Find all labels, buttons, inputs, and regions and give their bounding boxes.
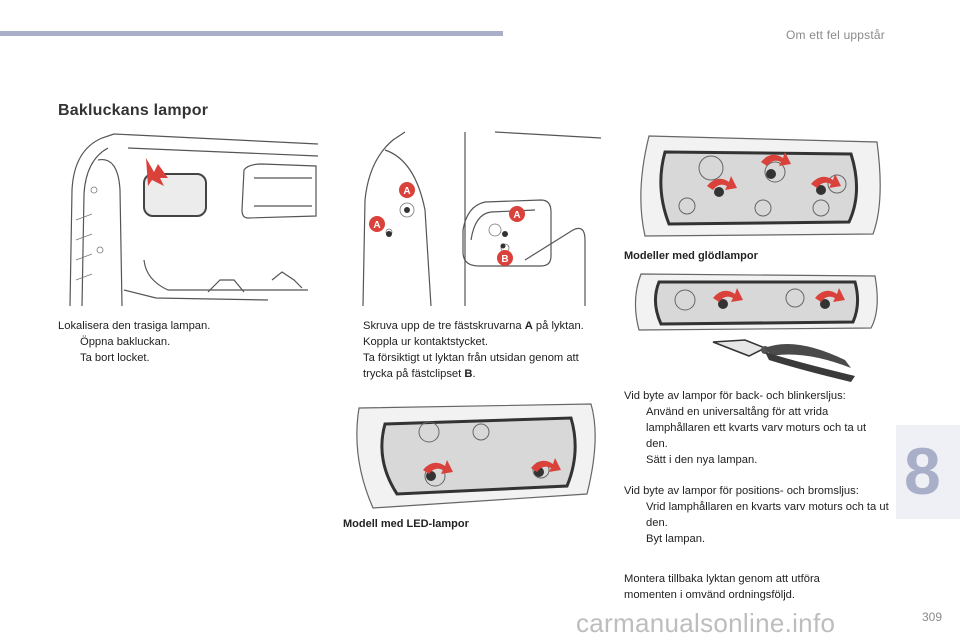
col3-block1 [624,388,889,468]
top-accent-bar [0,31,503,36]
col3-block1-intro: Vid byte av lampor för back- och blinkersljus: [624,390,846,402]
page-title: Bakluckans lampor [58,102,209,119]
list-item: Vrid lamphållaren en kvarts varv moturs och ta ut den. [646,501,889,529]
col1-text [58,318,298,366]
col1-intro: Lokalisera den trasiga lampan. [58,320,211,332]
caption-gluhlampor: Modeller med glödlampor [624,250,758,262]
label-b: B [501,254,509,265]
label-a-3: A [513,210,521,221]
list-item: Byt lampan. [646,533,706,545]
led-lamp-unit-illustration [345,398,603,512]
pliers-icon [713,340,855,382]
label-a-2: A [373,220,381,231]
list-item: Öppna bakluckan. [80,336,171,348]
list-item: Skruva upp de tre fästskruvarna A på lyktan. [363,320,584,332]
tailgate-cover-illustration [58,130,320,308]
list-item: Ta bort locket. [80,352,150,364]
list-item: Sätt i den nya lampan. [646,454,758,466]
section-header: Om ett fel uppstår [786,28,885,42]
list-item: Ta försiktigt ut lyktan från utsidan genom att trycka på fästclipset B. [363,352,579,380]
list-item: Använd en universaltång för att vrida lamphållaren ett kvarts varv moturs och ta ut den. [646,406,867,450]
col2-text [341,318,603,382]
list-item: Koppla ur kontaktstycket. [363,336,488,348]
pliers-illustration [625,270,885,382]
page-number: 309 [921,610,942,624]
col3-block2 [624,483,889,547]
caption-led: Modell med LED-lampor [343,518,469,530]
col3-block2-intro: Vid byte av lampor för positions- och bromsljus: [624,485,859,497]
label-a-1: A [403,186,411,197]
watermark: carmanualsonline.info [576,608,836,638]
chapter-number: 8 [904,434,941,508]
bulb-lamp-unit-illustration [625,132,885,244]
col3-outro: Montera tillbaka lyktan genom att utföra momenten i omvänd ordningsföljd. [624,573,820,601]
lamp-screws-illustration [345,130,603,308]
